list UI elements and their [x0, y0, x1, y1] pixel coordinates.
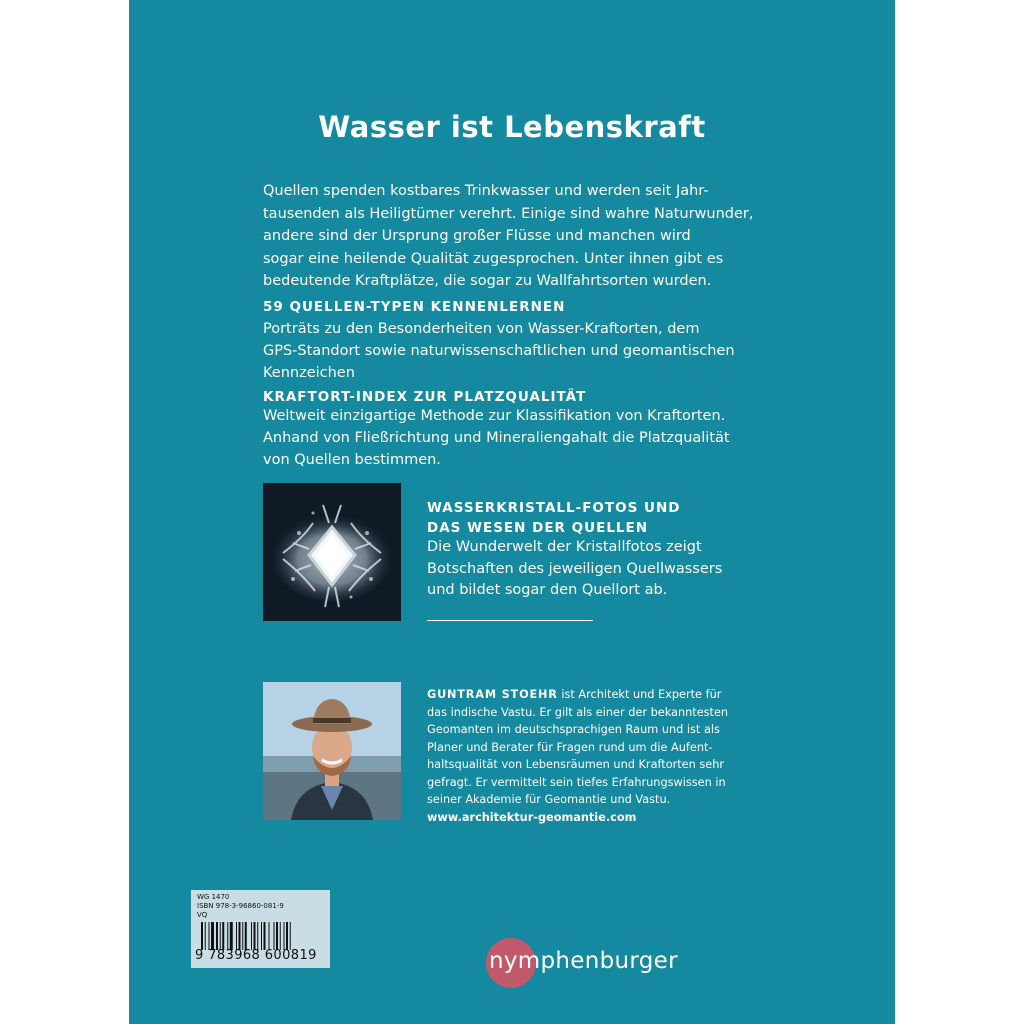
author-bio — [427, 686, 767, 826]
barcode-number: 9 783968 600819 — [195, 948, 317, 963]
section-line: und bildet sogar den Quellort ab. — [427, 582, 668, 598]
bio-line: das indische Vastu. Er gilt als einer der bekanntesten — [427, 705, 729, 719]
intro-line: sogar eine heilende Qualität zugesprochen. Unter ihnen gibt es — [263, 250, 724, 267]
author-name: GUNTRAM STOEHR — [427, 688, 558, 701]
isbn-barcode-label — [191, 890, 330, 968]
intro-line: andere sind der Ursprung großer Flüsse und manchen wird — [263, 228, 691, 244]
section-line: Kennzeichen — [263, 365, 355, 381]
section-text-wasserkristall — [427, 537, 722, 602]
section-line: Anhand von Fließrichtung und Mineraliengahalt die Platzqualität — [263, 430, 730, 446]
section-heading-quellen-typen: 59 QUELLEN-TYPEN KENNENLERNEN — [263, 299, 566, 315]
section-text-kraftort-index — [263, 405, 730, 471]
bio-first-line-rest: ist Architekt und Experte für — [557, 688, 722, 701]
bio-line: Planer und Berater für Fragen rund um die Aufent- — [427, 740, 713, 754]
vq-code: VQ — [197, 911, 208, 919]
author-portrait — [263, 682, 401, 820]
book-back-cover — [129, 0, 895, 1024]
intro-line: bedeutende Kraftplätze, die sogar zu Wallfahrtsorten wurden. — [263, 273, 712, 289]
heading-line: DAS WESEN DER QUELLEN — [427, 520, 649, 536]
water-crystal-photo — [263, 483, 401, 621]
section-heading-wasserkristall — [427, 498, 680, 538]
barcode-bars — [201, 922, 323, 950]
heading-line: WASSERKRISTALL-FOTOS UND — [427, 500, 681, 516]
divider-line — [427, 620, 593, 621]
bio-line: seiner Akademie für Geomantie und Vastu. — [427, 793, 671, 806]
author-website-link[interactable]: www.architektur-geomantie.com — [427, 810, 637, 824]
intro-line: Quellen spenden kostbares Trinkwasser und werden seit Jahr- — [263, 183, 709, 199]
cover-title: Wasser ist Lebenskraft — [318, 110, 706, 144]
section-line: GPS-Standort sowie naturwissenschaftlichen und geomantischen — [263, 343, 735, 359]
bio-line: haltsqualität von Lebensräumen und Kraftorten sehr — [427, 758, 725, 771]
section-line: Die Wunderwelt der Kristallfotos zeigt — [427, 539, 702, 555]
intro-line: tausenden als Heiligtümer verehrt. Einige sind wahre Naturwunder, — [263, 205, 754, 222]
section-text-quellen-typen — [263, 318, 735, 384]
intro-paragraph — [263, 180, 763, 293]
bio-line: Geomanten im deutschsprachigen Raum und ist als — [427, 723, 720, 736]
section-line: Porträts zu den Besonderheiten von Wasser-Kraftorten, dem — [263, 321, 700, 337]
isbn-text: ISBN 978-3-96860-081-9 — [197, 902, 284, 910]
section-heading-kraftort-index: KRAFTORT-INDEX ZUR PLATZQUALITÄT — [263, 389, 587, 405]
bio-line: gefragt. Er vermittelt sein tiefes Erfahrungswissen in — [427, 775, 726, 789]
section-line: Botschaften des jeweiligen Quellwassers — [427, 560, 723, 577]
barcode-meta — [197, 893, 284, 920]
section-line: Weltweit einzigartige Methode zur Klassifikation von Kraftorten. — [263, 408, 726, 424]
wg-code: WG 1470 — [197, 893, 230, 901]
section-line: von Quellen bestimmen. — [263, 452, 441, 468]
publisher-name: nymphenburger — [489, 948, 678, 974]
bio-first-line — [427, 686, 767, 704]
